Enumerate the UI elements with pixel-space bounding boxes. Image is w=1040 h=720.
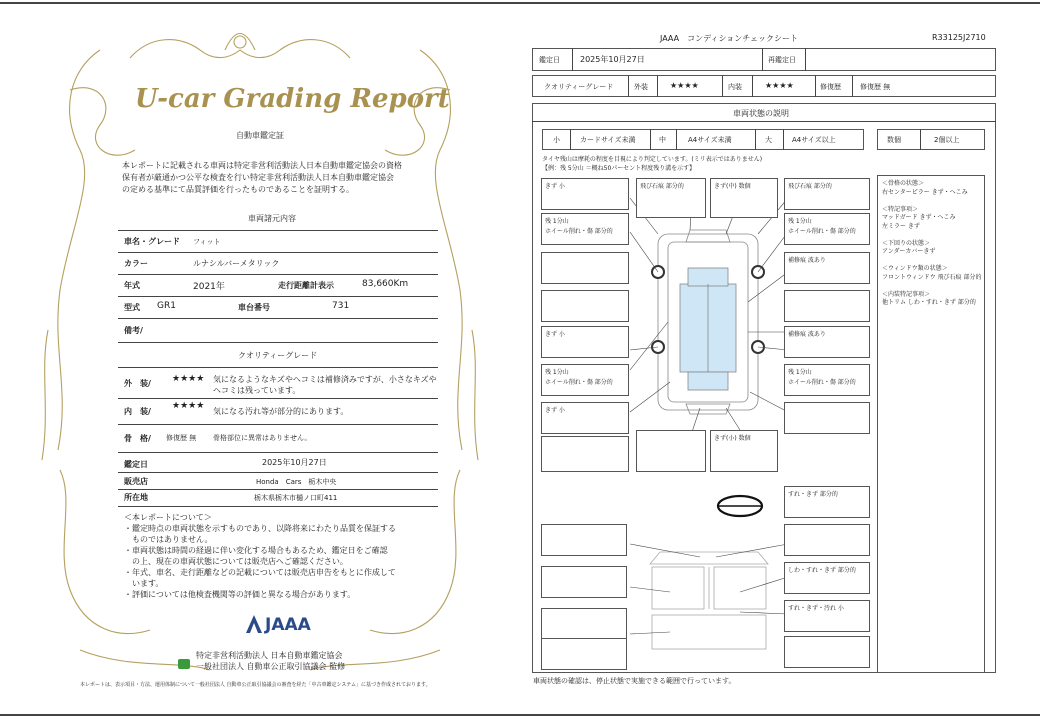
interior-box-l2 [541,566,627,598]
tire-box-front-right: 残 1分山 ホイール削れ・傷 部分的 [784,213,870,245]
size-small-desc: カードサイズ未満 [580,136,636,144]
date-label-r: 鑑定日 [539,56,560,64]
address-label: 所在地 [124,493,148,502]
color-value: ルナシルバーメタリック [193,259,280,268]
qg-label: クオリティーグレード [544,83,614,91]
org-line-1: 特定非営利活動法人 日本自動車鑑定協会 [196,651,343,660]
org-line-2: 一般社団法人 自動車公正取引協議会 監修 [196,662,346,671]
blank-box-l3 [541,252,629,284]
interior-stars: ★★★★ [172,401,205,411]
spec-heading: 車両諸元内容 [248,214,296,223]
frame-value: 修復歴 無 [166,434,197,442]
report-banner: U-car Grading Report [135,84,450,114]
jaaa-logo-icon [244,613,264,635]
report-subtitle: 自動車鑑定証 [236,131,284,140]
report-footnote: 本レポートは、表示項目・方法、運用体制について一般社団法人 自動車公正取引協議会の審査を経た「中古車鑑定システム」に基づき作成されております。 [80,682,431,688]
int-stars: ★★★★ [765,81,794,90]
size-large: 大 [765,136,772,144]
model-value: フィット [193,238,221,246]
sheet-footer: 車両状態の確認は、停止状態で実施できる範囲で行っています。 [533,677,736,685]
damage-box-d: 飛び石痕 部分的 [784,178,870,210]
interior-box-l4 [541,638,627,670]
date-value-r: 2025年10月27日 [580,55,645,64]
chassis-label: 車台番号 [238,303,270,312]
type-label: 型式 [124,303,140,312]
year-label: 年式 [124,281,140,290]
damage-box-b: 飛び石痕 部分的 [636,178,706,218]
blank-box-bottom-left [636,430,706,472]
ext-label: 外装 [634,83,648,91]
tire-note: タイヤ残山は摩耗の程度を目視により判定しています。(ミリ表示ではありません) [542,156,763,163]
blank-box-l8 [541,436,629,472]
tire-box-rear-left: 残 1分山 ホイール削れ・傷 部分的 [541,364,629,396]
damage-box-c: きず(中) 数個 [710,178,778,218]
damage-box-m: きず(小) 数個 [710,430,778,472]
size-medium: 中 [659,136,666,144]
jaaa-logo-text: JAAA [265,615,311,635]
damage-box-i: 補修痕 波あり [784,326,870,358]
frame-label: 骨 格/ [124,434,151,443]
top-border [0,2,1040,4]
damage-box-h: きず 小 [541,326,629,358]
sheet-title: JAAA コンディションチェックシート [660,34,799,43]
damage-box-a: きず 小 [541,178,629,210]
remarks-label: 備考/ [124,326,143,335]
repair-label: 修復歴 [820,83,841,91]
size-small: 小 [553,136,560,144]
blank-box-l4 [541,290,629,322]
model-label: 車名・グレード [124,237,180,246]
repair-value: 修復歴 無 [860,83,891,91]
interior-box-p: すれ・きず・汚れ 小 [784,600,870,632]
count-value: 2個以上 [934,136,960,144]
interior-box-r2 [784,524,870,556]
dealer-label: 販売店 [124,477,148,486]
damage-box-g: 補修痕 波あり [784,252,870,284]
address-value: 栃木県栃木市樋ノ口町411 [254,494,338,502]
mileage-label: 走行距離計表示 [278,281,334,290]
damage-box-l: きず 小 [541,402,629,434]
mileage-value: 83,660Km [362,279,409,289]
bottom-border [0,714,1040,716]
size-large-desc: A4サイズ以上 [792,136,836,144]
tire-box-front-left: 残 1分山 ホイール削れ・傷 部分的 [541,213,629,245]
exterior-stars: ★★★★ [172,374,205,384]
date-value: 2025年10月27日 [262,458,327,467]
interior-label: 内 装/ [124,407,151,416]
tire-box-rear-right: 残 1分山 ホイール削れ・傷 部分的 [784,364,870,396]
tire-example: 【例：残 5分山 ＝概ね50パーセント程度残り溝を示す】 [542,165,696,172]
ext-stars: ★★★★ [670,81,699,90]
blank-box-r7 [784,402,870,434]
intro-text: 本レポートに記載される車両は特定非営利活動法人日本自動車鑑定協会の資格 保有者が厳通かつ公平な検査を行い特定非営利活動法人日本自動車鑑定協会 の定める基準にて品質評価を行ったものであることを証明する。 [122,161,402,194]
year-value: 2021年 [193,282,225,292]
recheck-label: 再鑑定日 [768,56,796,64]
interior-box-l1 [541,524,627,556]
size-medium-desc: A4サイズ未満 [688,136,732,144]
exterior-label: 外 装/ [124,379,151,388]
interior-note: 気になる汚れ等が部分的にあります。 [213,407,349,416]
interior-box-n: すれ・きず 部分的 [784,486,870,518]
interior-box-r5 [784,636,870,668]
notice-block: ＜本レポートについて＞ ・鑑定時点の車両状態を示すものであり、以降将来にわたり品質を保証する ものではありません。 ・車両状態は時間の経過に伴い変化する場合もあるため、鑑定日をご確認 の上、現在の車両状態については販売店へご確認ください。 ・年式、車名、走行距離などの記載については販売店申告をもとに作成して います。 ・評価については他検査機関等の評価と異なる場合があります。 [124,513,396,599]
serial-number: R33125J2710 [932,33,986,42]
blank-box-r4 [784,290,870,322]
count-label: 数個 [887,136,901,144]
chassis-value: 731 [332,301,350,311]
interior-box-l3 [541,608,627,640]
exterior-note: 気になるようなキズやヘコミは補修済みですが、小さなキズや ヘコミは残っています。 [213,375,437,395]
int-label: 内装 [728,83,742,91]
interior-box-o: しわ・すれ・きず 部分的 [784,562,870,594]
type-value: GR1 [157,301,176,311]
date-label: 鑑定日 [124,460,148,469]
dealer-value: Honda Cars 栃木中央 [256,478,337,486]
explain-heading: 車両状態の説明 [733,109,789,118]
frame-note: 骨格部位に異常はありません。 [213,434,312,442]
fair-trade-icon [178,659,190,669]
color-label: カラー [124,259,148,268]
special-notes-box: ＜骨格の状態＞ 右センターピラー きず・へこみ ＜特記事項＞ マッドガード きず・へこみ 左ミラー きず ＜下回りの状態＞ アンダーカバーきず ＜ウィンドウ類の状態＞ フロントウィンドウ 飛び石痕 部分的 ＜内装特記事項＞ 他トリム しわ・すれ・きず 部分的 [877,175,985,673]
quality-heading: クオリティーグレード [238,351,318,360]
